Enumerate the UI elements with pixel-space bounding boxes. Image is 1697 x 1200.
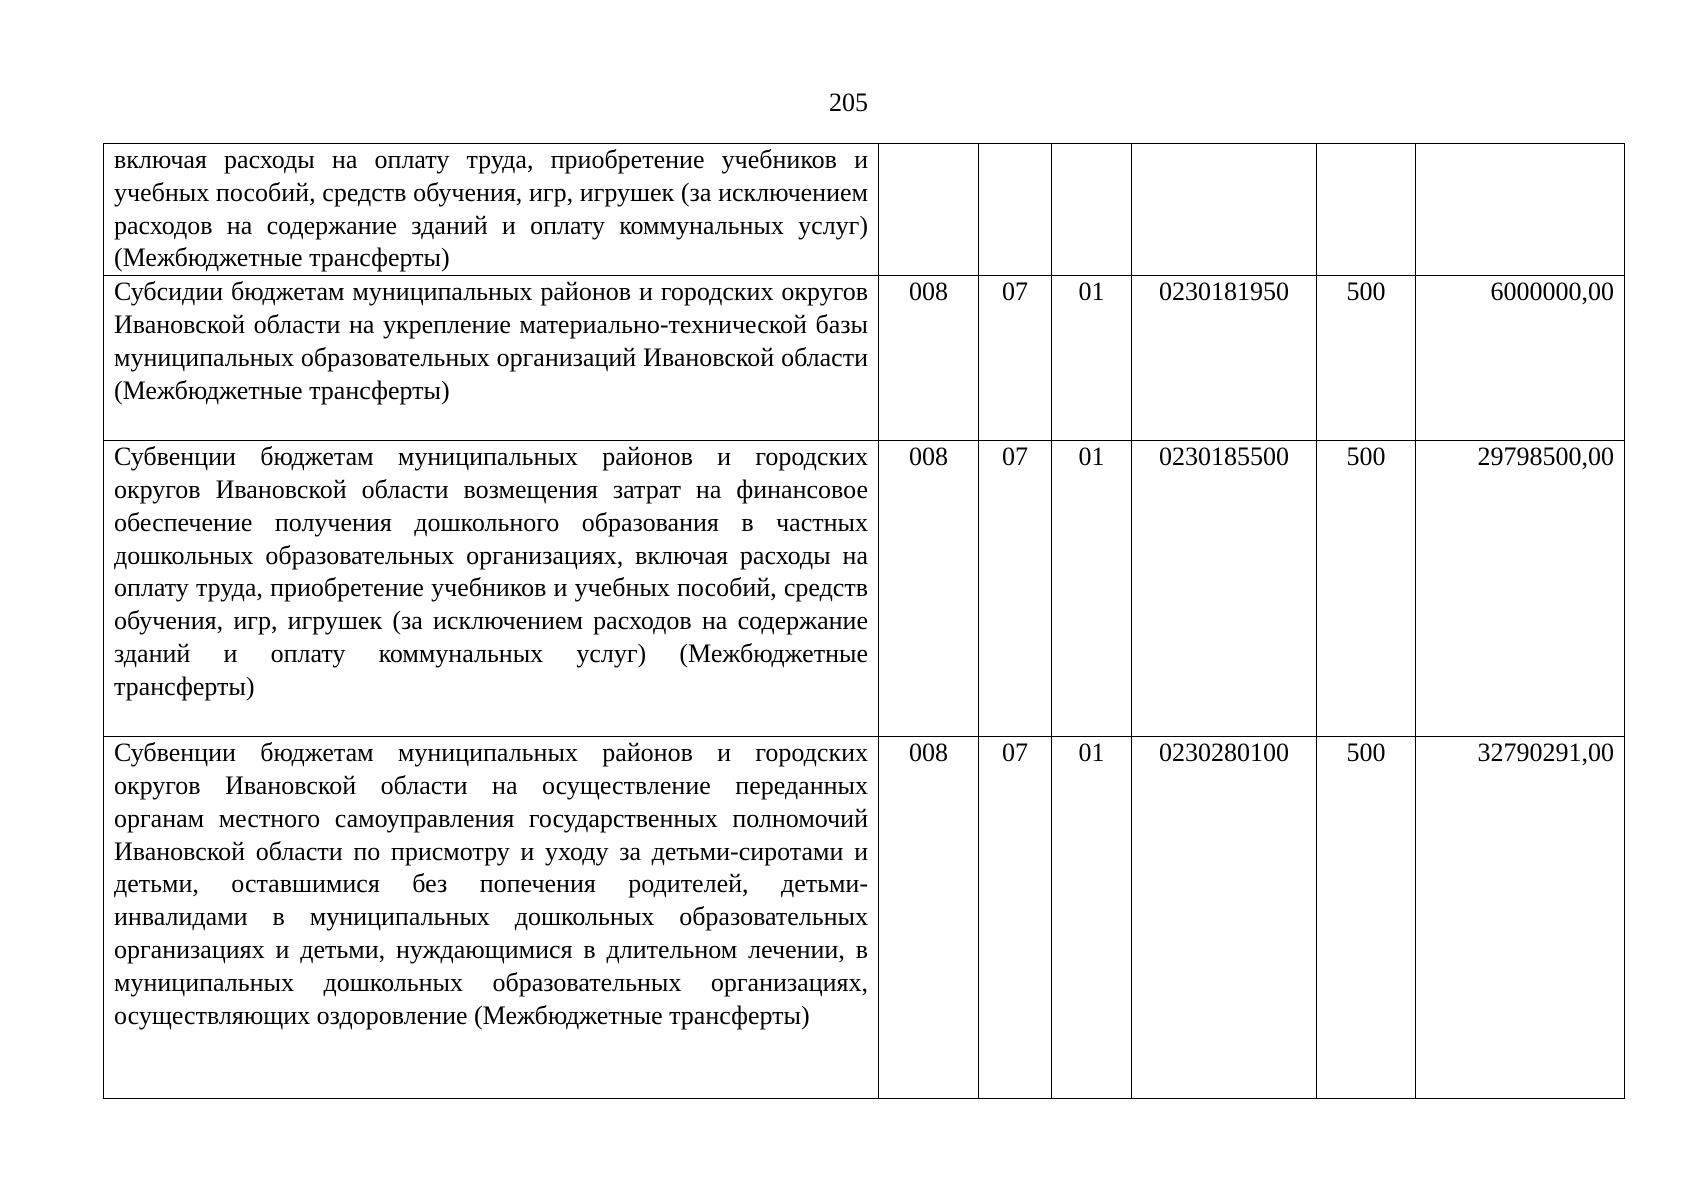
table-row <box>104 144 1625 276</box>
row-subsection-code: 01 <box>1052 276 1132 441</box>
table-row <box>104 276 1625 441</box>
row-subsection-code: 01 <box>1052 441 1132 737</box>
table-row <box>104 441 1625 737</box>
row-amount: 32790291,00 <box>1416 737 1625 1099</box>
row-section-code: 07 <box>979 441 1052 737</box>
table-row <box>104 737 1625 1099</box>
row-subsection-code <box>1052 144 1132 276</box>
row-target-article: 0230280100 <box>1132 737 1317 1099</box>
row-ministry-code: 008 <box>879 276 979 441</box>
row-description: Субвенции бюджетам муниципальных районов и городских округов Ивановской области возмещения затрат на финансовое обеспечение получения дошкольного образования в частных дошкольных образовательных организациях, включая расходы на оплату труда, приобретение учебников и учебных пособий, средств обучения, игр, игрушек (за исключением расходов на содержание зданий и оплату коммунальных услуг) (Межбюджетные трансферты) <box>104 441 879 737</box>
budget-table <box>103 143 1625 1099</box>
row-section-code: 07 <box>979 737 1052 1099</box>
row-amount <box>1416 144 1625 276</box>
row-target-article: 0230185500 <box>1132 441 1317 737</box>
row-expense-type <box>1317 144 1416 276</box>
row-ministry-code: 008 <box>879 441 979 737</box>
page-number: 205 <box>829 88 868 117</box>
row-subsection-code: 01 <box>1052 737 1132 1099</box>
row-expense-type: 500 <box>1317 276 1416 441</box>
row-section-code <box>979 144 1052 276</box>
row-expense-type: 500 <box>1317 737 1416 1099</box>
row-description: включая расходы на оплату труда, приобретение учебников и учебных пособий, средств обучения, игр, игрушек (за исключением расходов на содержание зданий и оплату коммунальных услуг) (Межбюджетные трансферты) <box>104 144 879 276</box>
row-ministry-code: 008 <box>879 737 979 1099</box>
row-target-article <box>1132 144 1317 276</box>
row-expense-type: 500 <box>1317 441 1416 737</box>
row-amount: 29798500,00 <box>1416 441 1625 737</box>
row-ministry-code <box>879 144 979 276</box>
row-target-article: 0230181950 <box>1132 276 1317 441</box>
row-description: Субвенции бюджетам муниципальных районов и городских округов Ивановской области на осуществление переданных органам местного самоуправления государственных полномочий Ивановской области по присмотру и уходу за детьми-сиротами и детьми, оставшимися без попечения родителей, детьми-инвалидами в муниципальных дошкольных образовательных организациях и детьми, нуждающимися в длительном лечении, в муниципальных дошкольных образовательных организациях, осуществляющих оздоровление (Межбюджетные трансферты) <box>104 737 879 1099</box>
row-amount: 6000000,00 <box>1416 276 1625 441</box>
row-section-code: 07 <box>979 276 1052 441</box>
row-description: Субсидии бюджетам муниципальных районов и городских округов Ивановской области на укрепление материально-технической базы муниципальных образовательных организаций Ивановской области (Межбюджетные трансферты) <box>104 276 879 441</box>
